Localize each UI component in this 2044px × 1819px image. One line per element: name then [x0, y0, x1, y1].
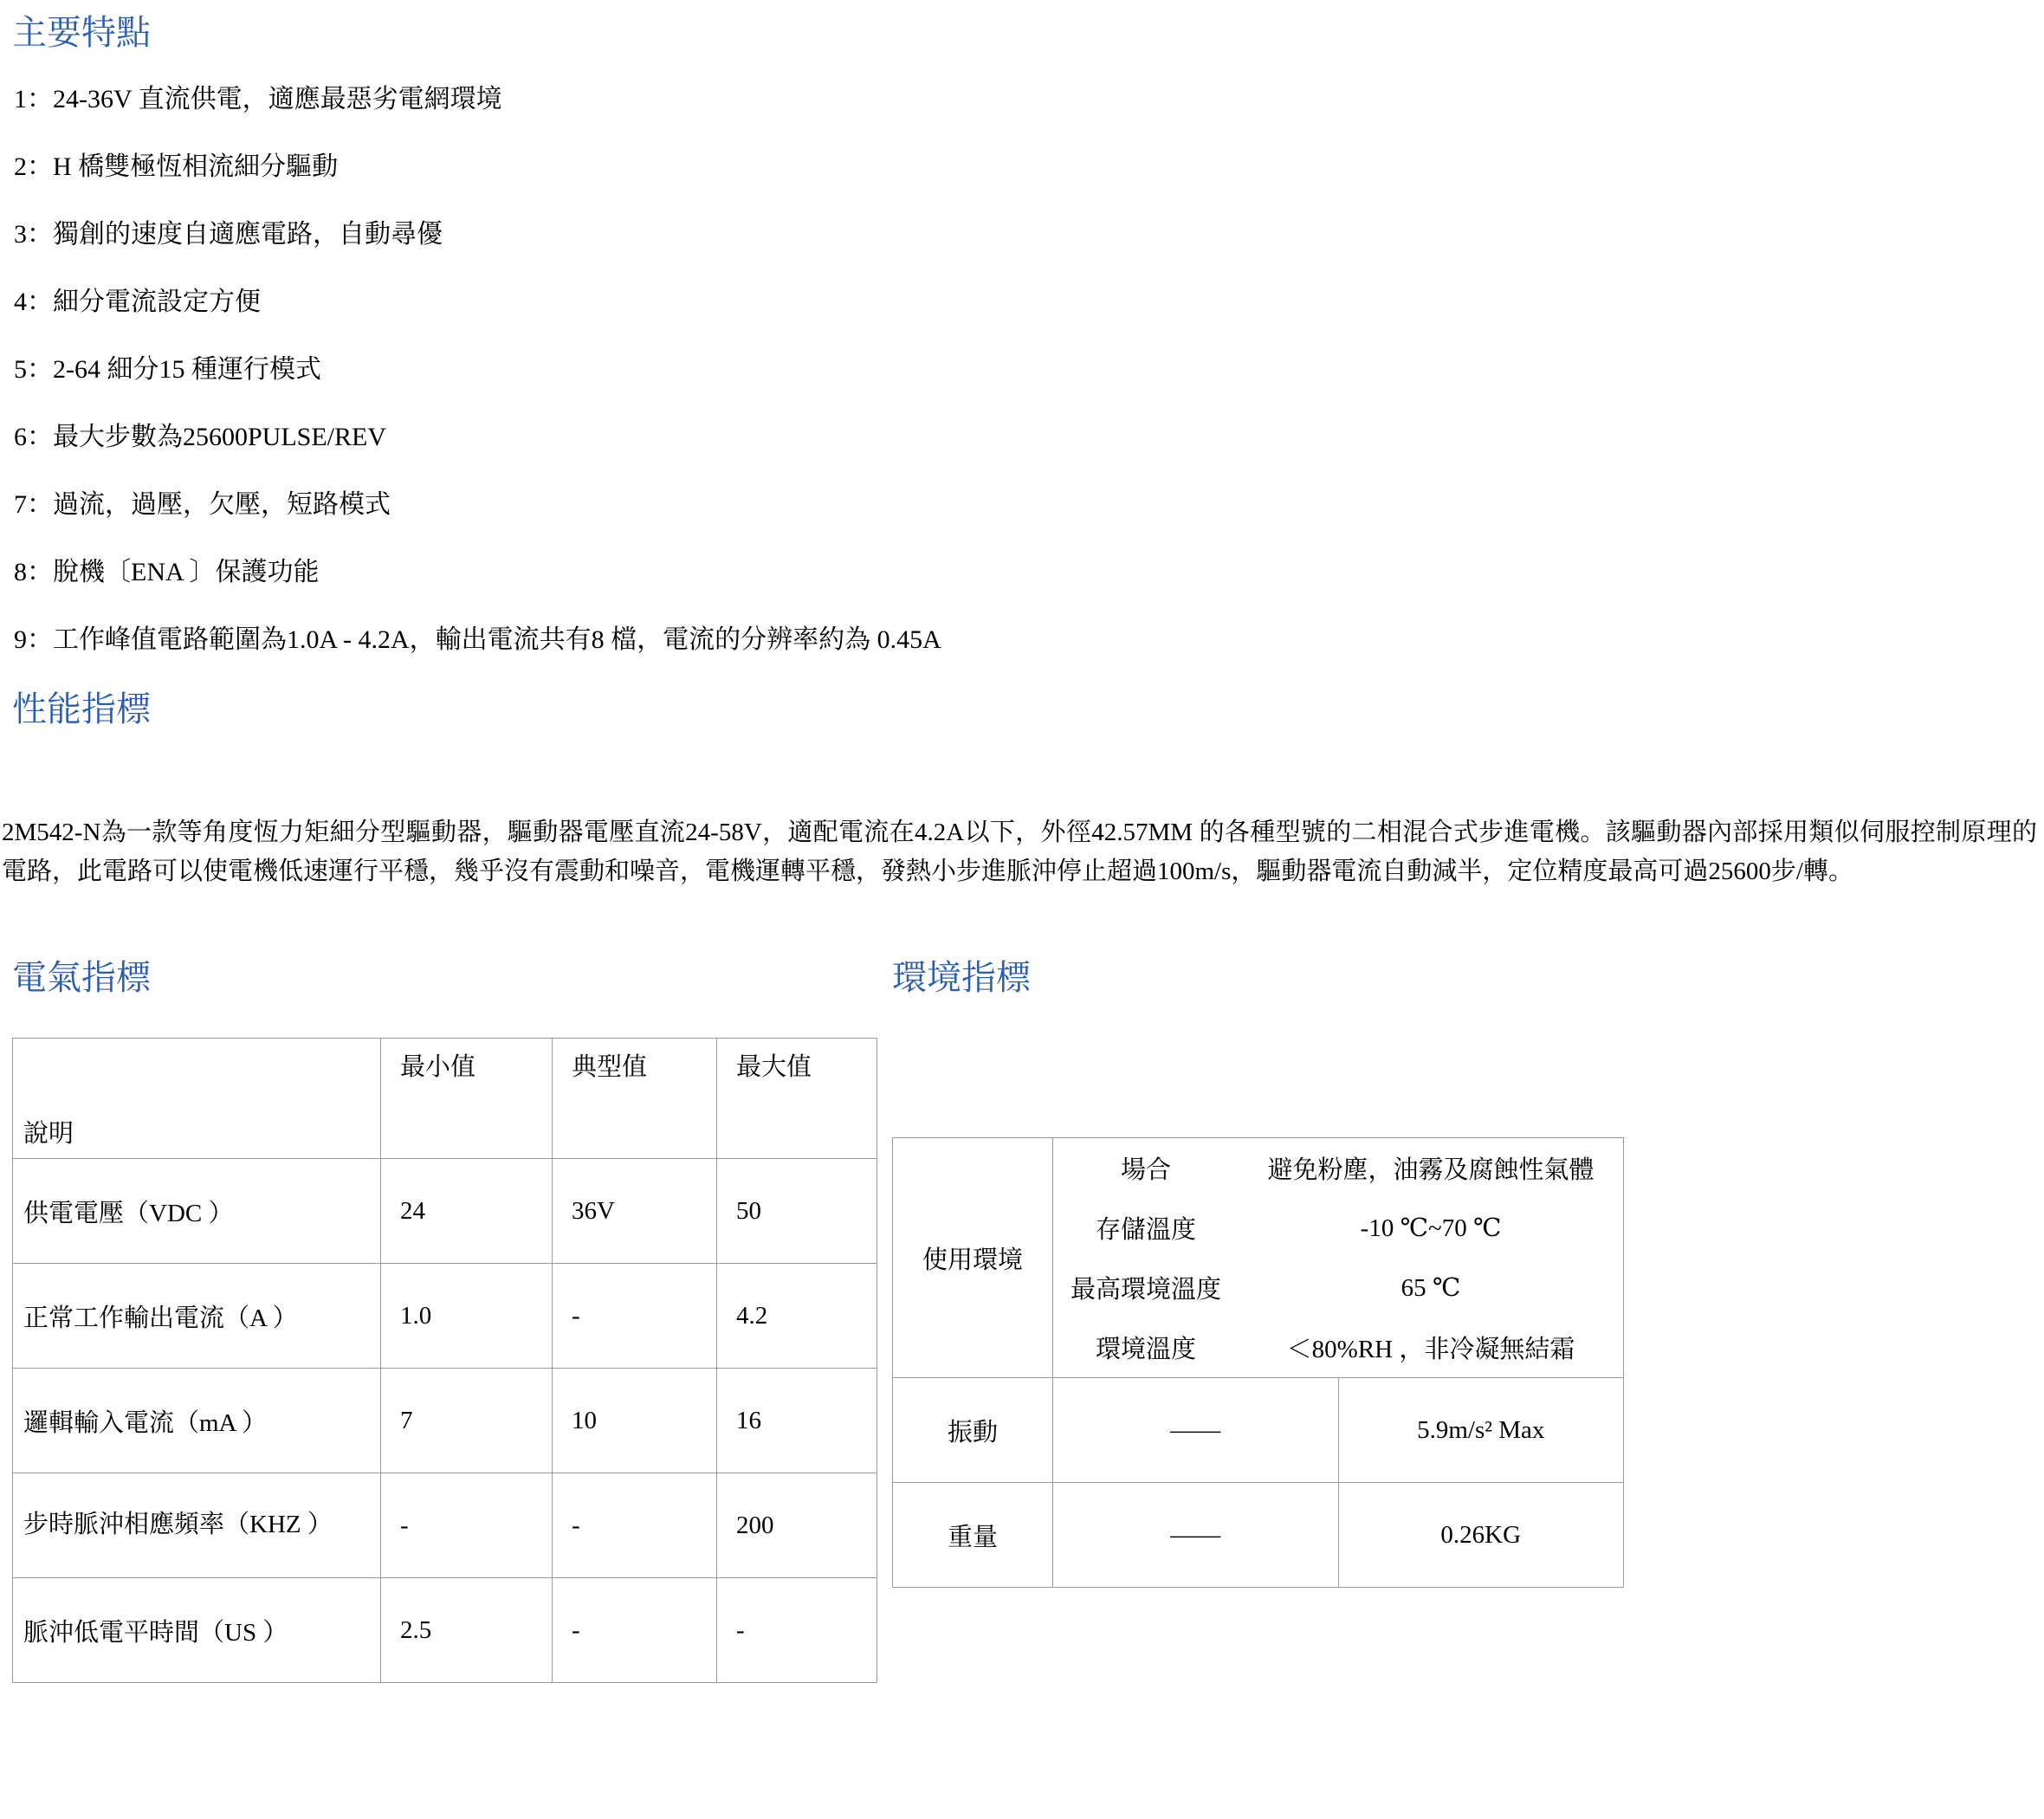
cell-max: - — [717, 1578, 877, 1683]
table-row — [13, 1264, 877, 1369]
sub-label: 最高環境溫度 — [1071, 1276, 1222, 1304]
table-header-row — [13, 1039, 877, 1159]
table-row — [893, 1378, 1624, 1483]
cell-max: 16 — [717, 1369, 877, 1473]
row-label: 步時脈沖相應頻率（KHZ ） — [13, 1473, 381, 1578]
cell-typ: - — [553, 1578, 717, 1683]
sub-value: -10 ℃~70 ℃ — [1360, 1214, 1502, 1242]
list-item: 3：獨創的速度自適應電路，自動尋優 — [14, 220, 443, 249]
list-item: 5：2-64 細分15 種運行模式 — [14, 355, 321, 384]
list-item: 9：工作峰值電路範圍為1.0A - 4.2A，輸出電流共有8 檔，電流的分辨率約為 0.45A — [14, 625, 941, 654]
sub-label: 環境溫度 — [1096, 1336, 1197, 1363]
sub-label: 場合 — [1121, 1156, 1172, 1184]
sub-label: 存儲溫度 — [1096, 1216, 1197, 1244]
cell-vibration-value: 5.9m/s² Max — [1338, 1378, 1624, 1483]
table-row — [13, 1578, 877, 1683]
performance-description: 2M542-N為一款等角度恆力矩細分型驅動器，驅動器電壓直流24-58V，適配電流在4.2A以下，外徑42.57MM 的各種型號的二相混合式步進電機。該驅動器內部採用類似伺服控制原理的電路，此電路可以使電機低速運行平穩，幾乎沒有震動和噪音，電機運轉平穩，發熱小步進脈沖停止超過100m/s，驅動器電流自動減半，定位精度最高可過25600步/轉。 — [2, 819, 2037, 885]
usage-environment-subtable-cell — [1053, 1138, 1624, 1378]
list-item: 1：24-36V 直流供電，適應最惡劣電網環境 — [14, 85, 502, 113]
table-row — [1053, 1138, 1623, 1198]
cell-max: 4.2 — [717, 1264, 877, 1369]
electrical-table — [12, 1038, 877, 1683]
sub-value: 65 ℃ — [1400, 1274, 1461, 1302]
table-row — [13, 1369, 877, 1473]
row-label: 供電電壓（VDC ） — [13, 1159, 381, 1264]
table-row — [1053, 1258, 1623, 1317]
cell-weight-mid: —— — [1053, 1483, 1339, 1588]
column-header-typ: 典型值 — [553, 1039, 717, 1159]
list-item: 8：脫機〔ENA 〕保護功能 — [14, 558, 320, 586]
cell-typ: 36V — [553, 1159, 717, 1264]
table-row — [893, 1483, 1624, 1588]
row-label-vibration: 振動 — [893, 1378, 1053, 1483]
column-header-description: 說明 — [13, 1039, 381, 1159]
cell-min: 1.0 — [381, 1264, 553, 1369]
sub-value: ＜80%RH ，非冷凝無結霜 — [1286, 1336, 1575, 1363]
cell-min: 24 — [381, 1159, 553, 1264]
row-label-usage-environment: 使用環境 — [893, 1138, 1053, 1378]
usage-environment-subtable — [1053, 1138, 1623, 1377]
list-item: 4：細分電流設定方便 — [14, 288, 261, 316]
cell-typ: - — [553, 1473, 717, 1578]
table-row-usage-environment — [893, 1138, 1624, 1378]
cell-min: - — [381, 1473, 553, 1578]
list-item: 6：最大步數為25600PULSE/REV — [14, 423, 387, 451]
heading-environment-metrics: 環境指標 — [892, 958, 1031, 997]
table-row — [13, 1473, 877, 1578]
cell-vibration-mid: —— — [1053, 1378, 1339, 1483]
cell-min: 2.5 — [381, 1578, 553, 1683]
cell-typ: 10 — [553, 1369, 717, 1473]
heading-main-features: 主要特點 — [12, 13, 151, 52]
heading-performance-metrics: 性能指標 — [12, 689, 151, 728]
table-row — [1053, 1198, 1623, 1258]
table-row — [1053, 1317, 1623, 1377]
list-item: 7：過流，過壓，欠壓，短路模式 — [14, 490, 391, 519]
row-label-weight: 重量 — [893, 1483, 1053, 1588]
column-header-max: 最大值 — [717, 1039, 877, 1159]
row-label: 脈沖低電平時間（US ） — [13, 1578, 381, 1683]
list-item: 2：H 橋雙極恆相流細分驅動 — [14, 152, 339, 181]
cell-typ: - — [553, 1264, 717, 1369]
cell-min: 7 — [381, 1369, 553, 1473]
cell-weight-value: 0.26KG — [1338, 1483, 1624, 1588]
sub-value: 避免粉塵，油霧及腐蝕性氣體 — [1267, 1156, 1594, 1184]
feature-list — [14, 87, 1313, 695]
cell-max: 50 — [717, 1159, 877, 1264]
cell-max: 200 — [717, 1473, 877, 1578]
environment-table — [892, 1137, 1624, 1588]
column-header-min: 最小值 — [381, 1039, 553, 1159]
row-label: 邏輯輸入電流（mA ） — [13, 1369, 381, 1473]
row-label: 正常工作輸出電流（A ） — [13, 1264, 381, 1369]
table-row — [13, 1159, 877, 1264]
heading-electrical-metrics: 電氣指標 — [12, 958, 151, 997]
